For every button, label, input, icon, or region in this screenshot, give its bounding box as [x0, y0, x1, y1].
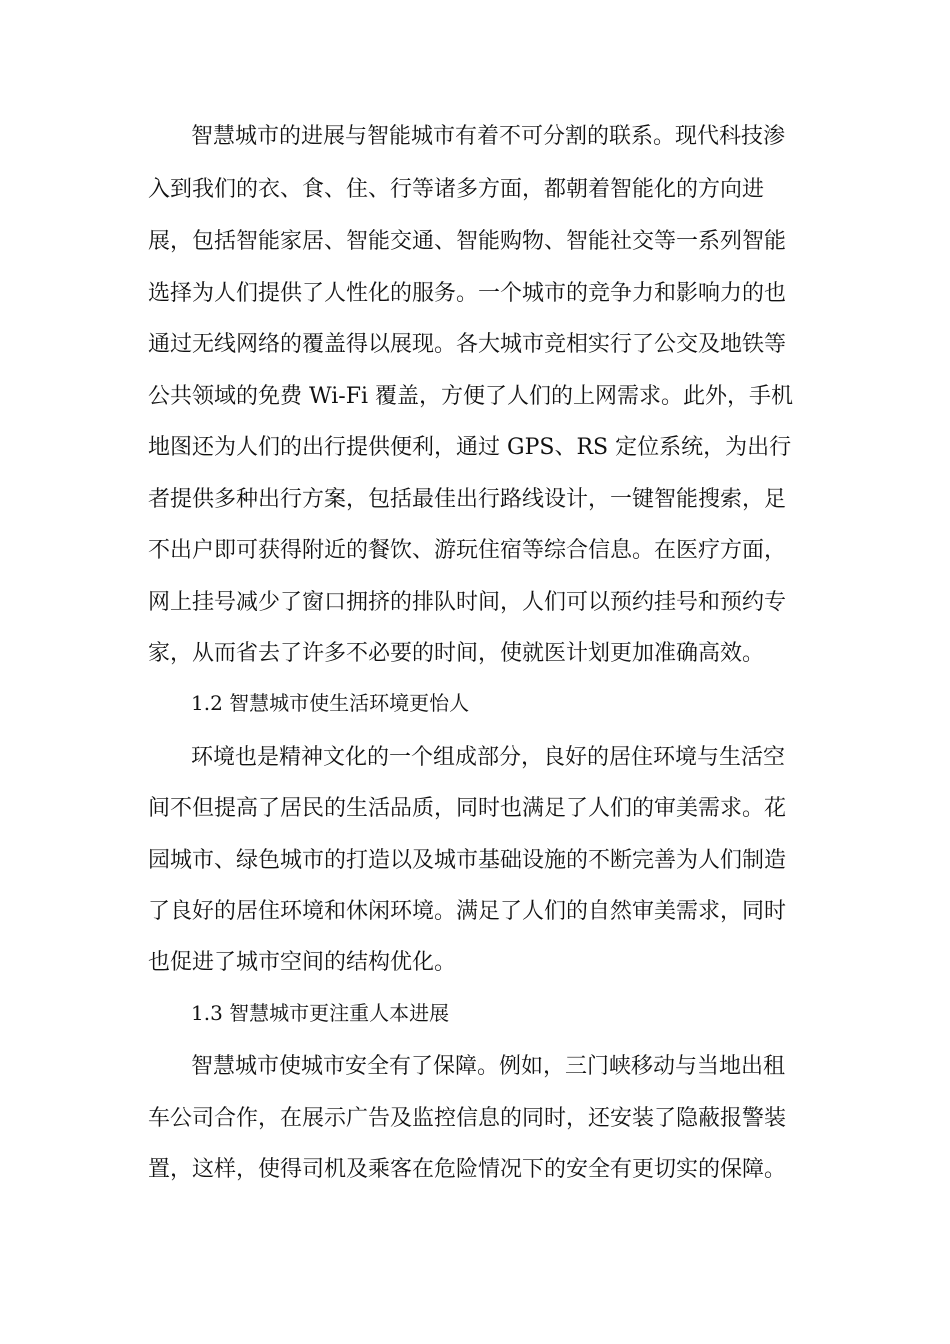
paragraph-1-line-1: 智慧城市的进展与智能城市有着不可分割的联系。现代科技渗	[191, 124, 786, 149]
paragraph-1-line-7: 地图还为人们的出行提供便利，通过 GPS、RS 定位系统，为出行	[148, 435, 792, 460]
paragraph-1-line-2: 入到我们的衣、食、住、行等诸多方面，都朝着智能化的方向进	[148, 177, 765, 202]
paragraph-3-line-2: 车公司合作，在展示广告及监控信息的同时，还安装了隐蔽报警装	[148, 1106, 787, 1131]
paragraph-1-line-3: 展，包括智能家居、智能交通、智能购物、智能社交等一系列智能	[148, 229, 787, 254]
section-heading-1-2: 1.2 智慧城市使生活环境更怡人	[191, 691, 470, 715]
paragraph-3-line-3: 置，这样，使得司机及乘客在危险情况下的安全有更切实的保障。	[148, 1157, 787, 1182]
paragraph-2-line-1: 环境也是精神文化的一个组成部分，良好的居住环境与生活空	[191, 745, 786, 770]
paragraph-2-line-4: 了良好的居住环境和休闲环境。满足了人们的自然审美需求，同时	[148, 899, 787, 924]
paragraph-1-line-9: 不出户即可获得附近的餐饮、游玩住宿等综合信息。在医疗方面，	[148, 538, 787, 563]
paragraph-1-line-10: 网上挂号减少了窗口拥挤的排队时间，人们可以预约挂号和预约专	[148, 590, 787, 615]
paragraph-1-line-8: 者提供多种出行方案，包括最佳出行路线设计，一键智能搜索，足	[148, 487, 787, 512]
paragraph-2-line-5: 也促进了城市空间的结构优化。	[148, 950, 457, 975]
paragraph-2-line-3: 园城市、绿色城市的打造以及城市基础设施的不断完善为人们制造	[148, 848, 787, 873]
paragraph-1-line-5: 通过无线网络的覆盖得以展现。各大城市竞相实行了公交及地铁等	[148, 332, 787, 357]
paragraph-3-line-1: 智慧城市使城市安全有了保障。例如，三门峡移动与当地出租	[191, 1054, 786, 1079]
paragraph-2-line-2: 间不但提高了居民的生活品质，同时也满足了人们的审美需求。花	[148, 796, 787, 821]
paragraph-1-line-4: 选择为人们提供了人性化的服务。一个城市的竞争力和影响力的也	[148, 281, 787, 306]
section-heading-1-3: 1.3 智慧城市更注重人本进展	[191, 1001, 450, 1025]
paragraph-1-line-6: 公共领域的免费 Wi-Fi 覆盖，方便了人们的上网需求。此外，手机	[148, 384, 793, 409]
paragraph-1-line-11: 家，从而省去了许多不必要的时间，使就医计划更加准确高效。	[148, 641, 765, 666]
